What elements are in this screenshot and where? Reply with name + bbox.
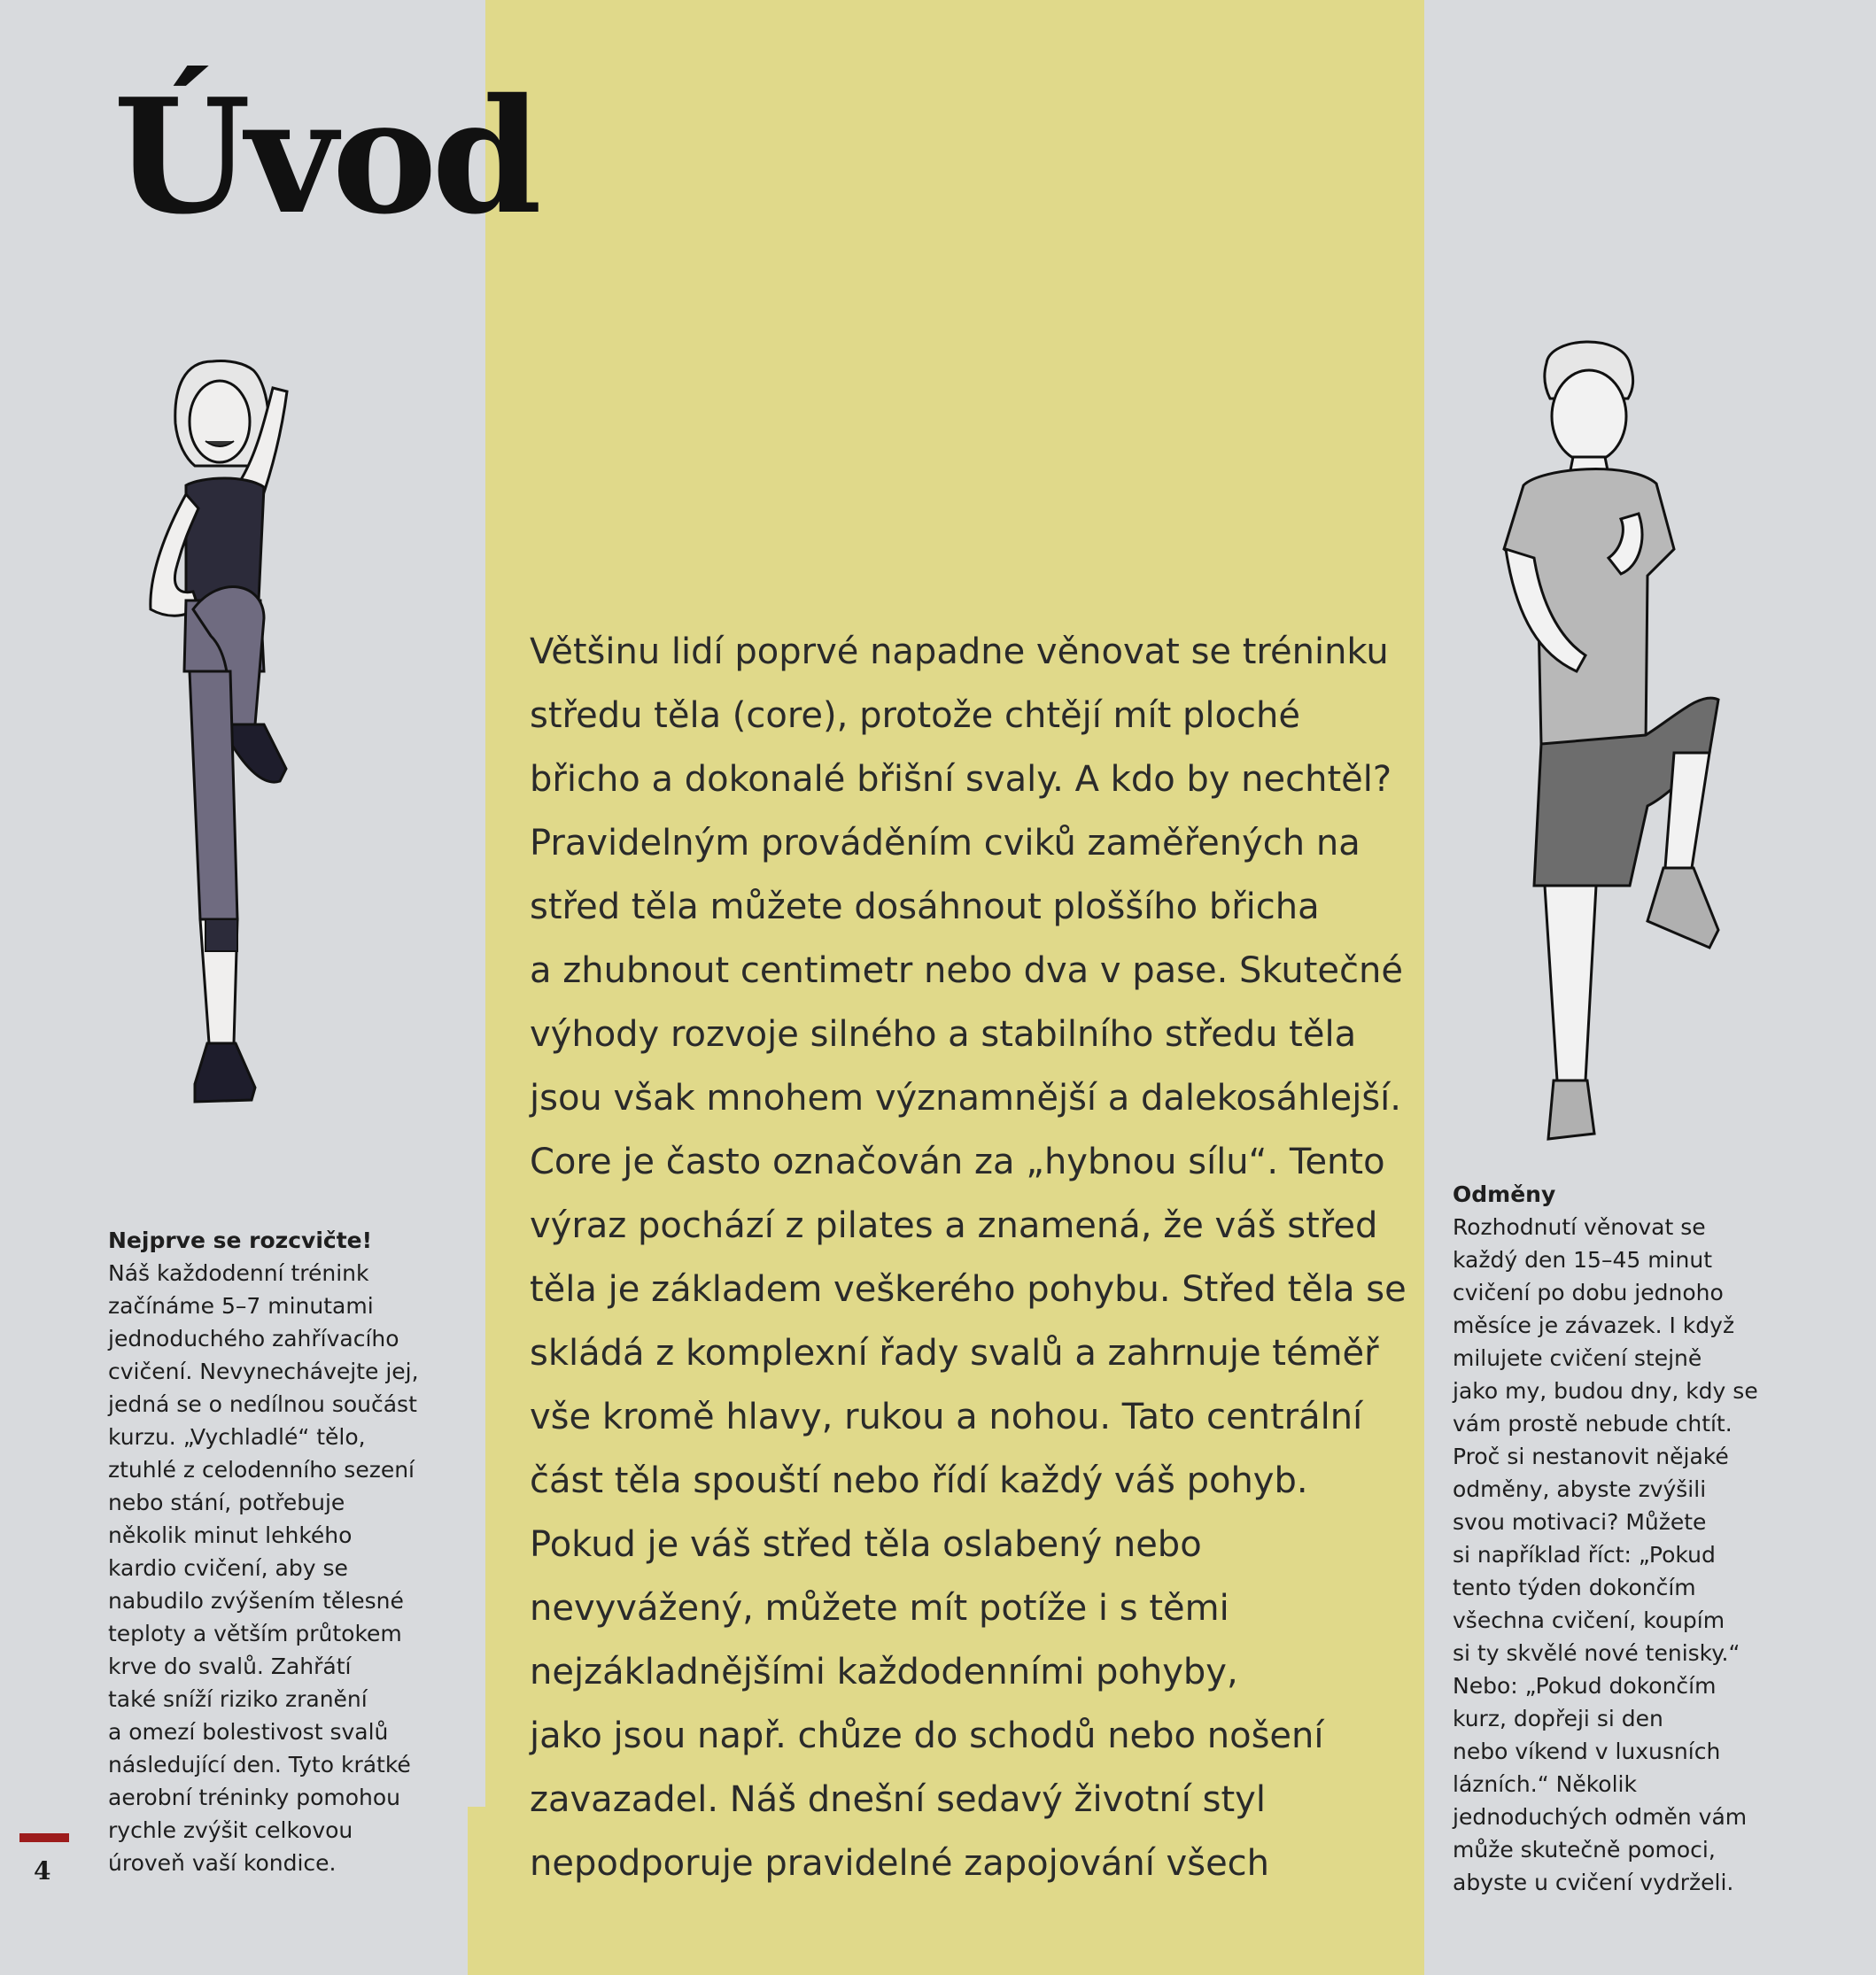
- sidebar-line: kurz, dopřeji si den: [1453, 1706, 1663, 1731]
- text-line: a zhubnout centimetr nebo dva v pase. Skutečné: [530, 950, 1403, 991]
- text-line: jsou však mnohem významnější a dalekosáhlejší.: [530, 1078, 1402, 1119]
- text-line: jako jsou např. chůze do schodů nebo nošení: [530, 1716, 1324, 1756]
- sidebar-line: jednoduchých odměn vám: [1453, 1804, 1748, 1830]
- sidebar-line: jednoduchého zahřívacího: [108, 1326, 399, 1352]
- sidebar-line: všechna cvičení, koupím: [1453, 1607, 1725, 1633]
- page-title: Úvod: [113, 64, 537, 249]
- sidebar-line: milujete cvičení stejně: [1453, 1345, 1702, 1371]
- text-line: zavazadel. Náš dnešní sedavý životní styl: [530, 1779, 1266, 1820]
- sidebar-line: může skutečně pomoci,: [1453, 1837, 1716, 1863]
- sidebar-line: každý den 15–45 minut: [1453, 1247, 1712, 1273]
- sidebar-line: vám prostě nebude chtít.: [1453, 1411, 1733, 1437]
- sidebar-line: tento týden dokončím: [1453, 1575, 1696, 1600]
- man-high-knee-illustration: [1453, 337, 1754, 1160]
- sidebar-line: cvičení po dobu jednoho: [1453, 1280, 1724, 1305]
- sidebar-line: si například říct: „Pokud: [1453, 1542, 1716, 1568]
- sidebar-line: kardio cvičení, aby se: [108, 1555, 348, 1581]
- sidebar-line: cvičení. Nevynechávejte jej,: [108, 1359, 419, 1384]
- sidebar-line: následující den. Tyto krátké: [108, 1752, 411, 1778]
- text-line: Core je často označován za „hybnou sílu“. Tento: [530, 1142, 1385, 1182]
- sidebar-line: měsíce je závazek. I když: [1453, 1313, 1735, 1338]
- sidebar-line: krve do svalů. Zahřátí: [108, 1654, 352, 1679]
- text-line: Pravidelným prováděním cviků zaměřených na: [530, 823, 1360, 864]
- woman-high-knee-illustration: [131, 352, 370, 1141]
- sidebar-line: aerobní tréninky pomohou: [108, 1785, 401, 1810]
- sidebar-line: také sníží riziko zranění: [108, 1686, 368, 1712]
- text-line: vše kromě hlavy, rukou a nohou. Tato centrální: [530, 1397, 1363, 1437]
- sidebar-line: nebo víkend v luxusních: [1453, 1739, 1721, 1764]
- warmup-sidebar-title: Nejprve se rozcvičte!: [108, 1228, 373, 1253]
- text-line: výraz pochází z pilates a znamená, že váš střed: [530, 1205, 1378, 1246]
- text-line: břicho a dokonalé břišní svaly. A kdo by nechtěl?: [530, 759, 1392, 800]
- sidebar-line: nebo stání, potřebuje: [108, 1490, 345, 1515]
- sidebar-line: Náš každodenní trénink: [108, 1260, 369, 1286]
- sidebar-line: nabudilo zvýšením tělesné: [108, 1588, 404, 1614]
- text-line: střed těla můžete dosáhnout ploššího břicha: [530, 887, 1320, 927]
- text-line: těla je základem veškerého pohybu. Střed těla se: [530, 1269, 1407, 1310]
- page-number-marker: [19, 1833, 69, 1842]
- text-line: Pokud je váš střed těla oslabený nebo: [530, 1524, 1202, 1565]
- sidebar-line: si ty skvělé nové tenisky.“: [1453, 1640, 1740, 1666]
- sidebar-line: svou motivaci? Můžete: [1453, 1509, 1707, 1535]
- sidebar-line: několik minut lehkého: [108, 1522, 353, 1548]
- text-line: středu těla (core), protože chtějí mít ploché: [530, 695, 1300, 736]
- sidebar-line: odměny, abyste zvýšili: [1453, 1476, 1707, 1502]
- sidebar-line: jedná se o nedílnou součást: [108, 1391, 417, 1417]
- sidebar-line: teploty a větším průtokem: [108, 1621, 402, 1646]
- text-line: skládá z komplexní řady svalů a zahrnuje téměř: [530, 1333, 1379, 1374]
- text-line: Většinu lidí poprvé napadne věnovat se tréninku: [530, 631, 1389, 672]
- sidebar-line: abyste u cvičení vydrželi.: [1453, 1870, 1734, 1895]
- main-article-text: [530, 620, 1407, 1895]
- sidebar-line: jako my, budou dny, kdy se: [1453, 1378, 1758, 1404]
- page-number: 4: [34, 1856, 51, 1886]
- sidebar-line: lázních.“ Několik: [1453, 1771, 1637, 1797]
- warmup-sidebar: [108, 1224, 445, 1879]
- sidebar-line: kurzu. „Vychladlé“ tělo,: [108, 1424, 366, 1450]
- sidebar-line: a omezí bolestivost svalů: [108, 1719, 389, 1745]
- text-line: část těla spouští nebo řídí každý váš pohyb.: [530, 1460, 1308, 1501]
- rewards-sidebar: [1453, 1178, 1789, 1899]
- text-line: nejzákladnějšími každodenními pohyby,: [530, 1652, 1238, 1692]
- text-line: nepodporuje pravidelné zapojování všech: [530, 1843, 1270, 1884]
- sidebar-line: rychle zvýšit celkovou: [108, 1817, 353, 1843]
- sidebar-line: úroveň vaší kondice.: [108, 1850, 337, 1876]
- text-line: nevyvážený, můžete mít potíže i s těmi: [530, 1588, 1229, 1629]
- sidebar-line: Rozhodnutí věnovat se: [1453, 1214, 1706, 1240]
- sidebar-line: ztuhlé z celodenního sezení: [108, 1457, 415, 1483]
- text-line: výhody rozvoje silného a stabilního středu těla: [530, 1014, 1357, 1055]
- sidebar-line: Proč si nestanovit nějaké: [1453, 1444, 1729, 1469]
- sidebar-line: začínáme 5–7 minutami: [108, 1293, 374, 1319]
- sidebar-line: Nebo: „Pokud dokončím: [1453, 1673, 1717, 1699]
- rewards-sidebar-title: Odměny: [1453, 1181, 1556, 1207]
